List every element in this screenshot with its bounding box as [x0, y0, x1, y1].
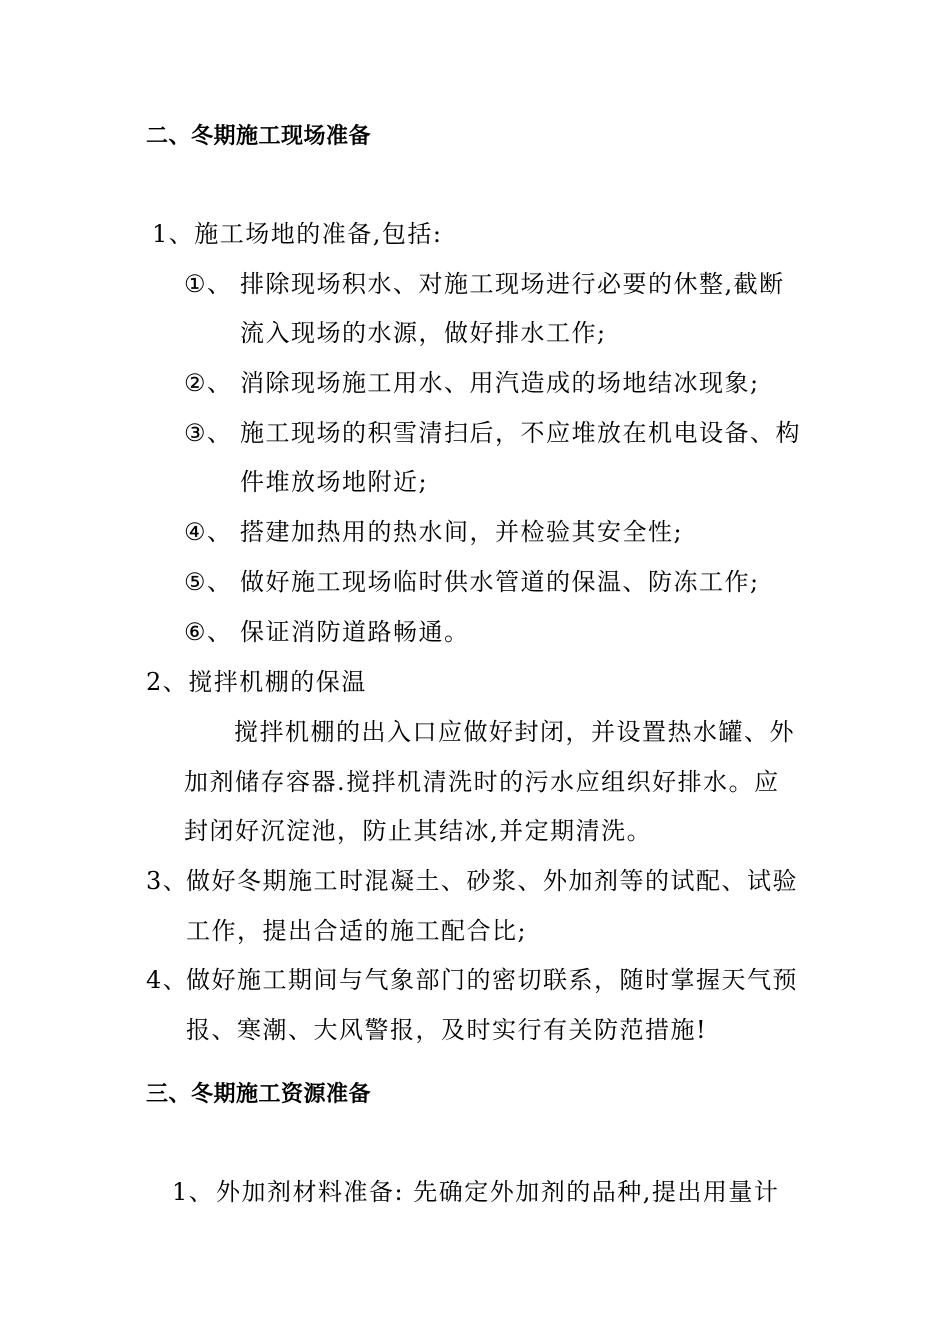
- sub-item-text: 做好施工现场临时供水管道的保温、防冻工作;: [240, 568, 760, 596]
- sub-item-text: 流入现场的水源，做好排水工作;: [240, 319, 607, 347]
- item-3-text: 做好冬期施工时混凝土、砂浆、外加剂等的试配、试验: [186, 867, 798, 895]
- section-heading-2: 二、冬期施工现场准备: [146, 123, 372, 149]
- item-1-title: 1、施工场地的准备,包括:: [152, 220, 443, 248]
- sub-item-marker: ④、: [184, 518, 233, 546]
- paragraph-line: 搅拌机棚的出入口应做好封闭，并设置热水罐、外: [234, 718, 795, 746]
- sub-item-text: 件堆放场地附近;: [240, 468, 429, 496]
- sub-item-text: 排除现场积水、对施工现场进行必要的休整,截断: [240, 270, 785, 298]
- sub-item-marker: ⑥、: [184, 618, 233, 646]
- paragraph-line: 封闭好沉淀池，防止其结冰,并定期清洗。: [184, 817, 653, 845]
- section-heading-3: 三、冬期施工资源准备: [146, 1081, 372, 1107]
- section-3-item-1-text: 外加剂材料准备: 先确定外加剂的品种,提出用量计: [216, 1178, 780, 1206]
- sub-item-marker: ③、: [184, 419, 233, 447]
- item-4-text: 做好施工期间与气象部门的密切联系，随时掌握天气预: [186, 966, 798, 994]
- sub-item-marker: ②、: [184, 369, 233, 397]
- item-2-title: 2、搅拌机棚的保温: [146, 668, 367, 696]
- sub-item-marker: ①、: [184, 270, 233, 298]
- item-3-text: 工作，提出合适的施工配合比;: [186, 917, 528, 945]
- sub-item-text: 搭建加热用的热水间，并检验其安全性;: [240, 518, 684, 546]
- sub-item-marker: ⑤、: [184, 568, 233, 596]
- sub-item-text: 消除现场施工用水、用汽造成的场地结冰现象;: [240, 369, 760, 397]
- paragraph-line: 加剂储存容器.搅拌机清洗时的污水应组织好排水。应: [184, 768, 780, 796]
- section-3-item-1-marker: 1、: [172, 1178, 215, 1206]
- sub-item-text: 保证消防道路畅通。: [240, 618, 470, 646]
- sub-item-text: 施工现场的积雪清扫后，不应堆放在机电设备、构: [240, 419, 801, 447]
- item-3-marker: 3、: [146, 867, 189, 895]
- item-4-text: 报、寒潮、大风警报，及时实行有关防范措施!: [186, 1016, 708, 1044]
- item-4-marker: 4、: [146, 966, 189, 994]
